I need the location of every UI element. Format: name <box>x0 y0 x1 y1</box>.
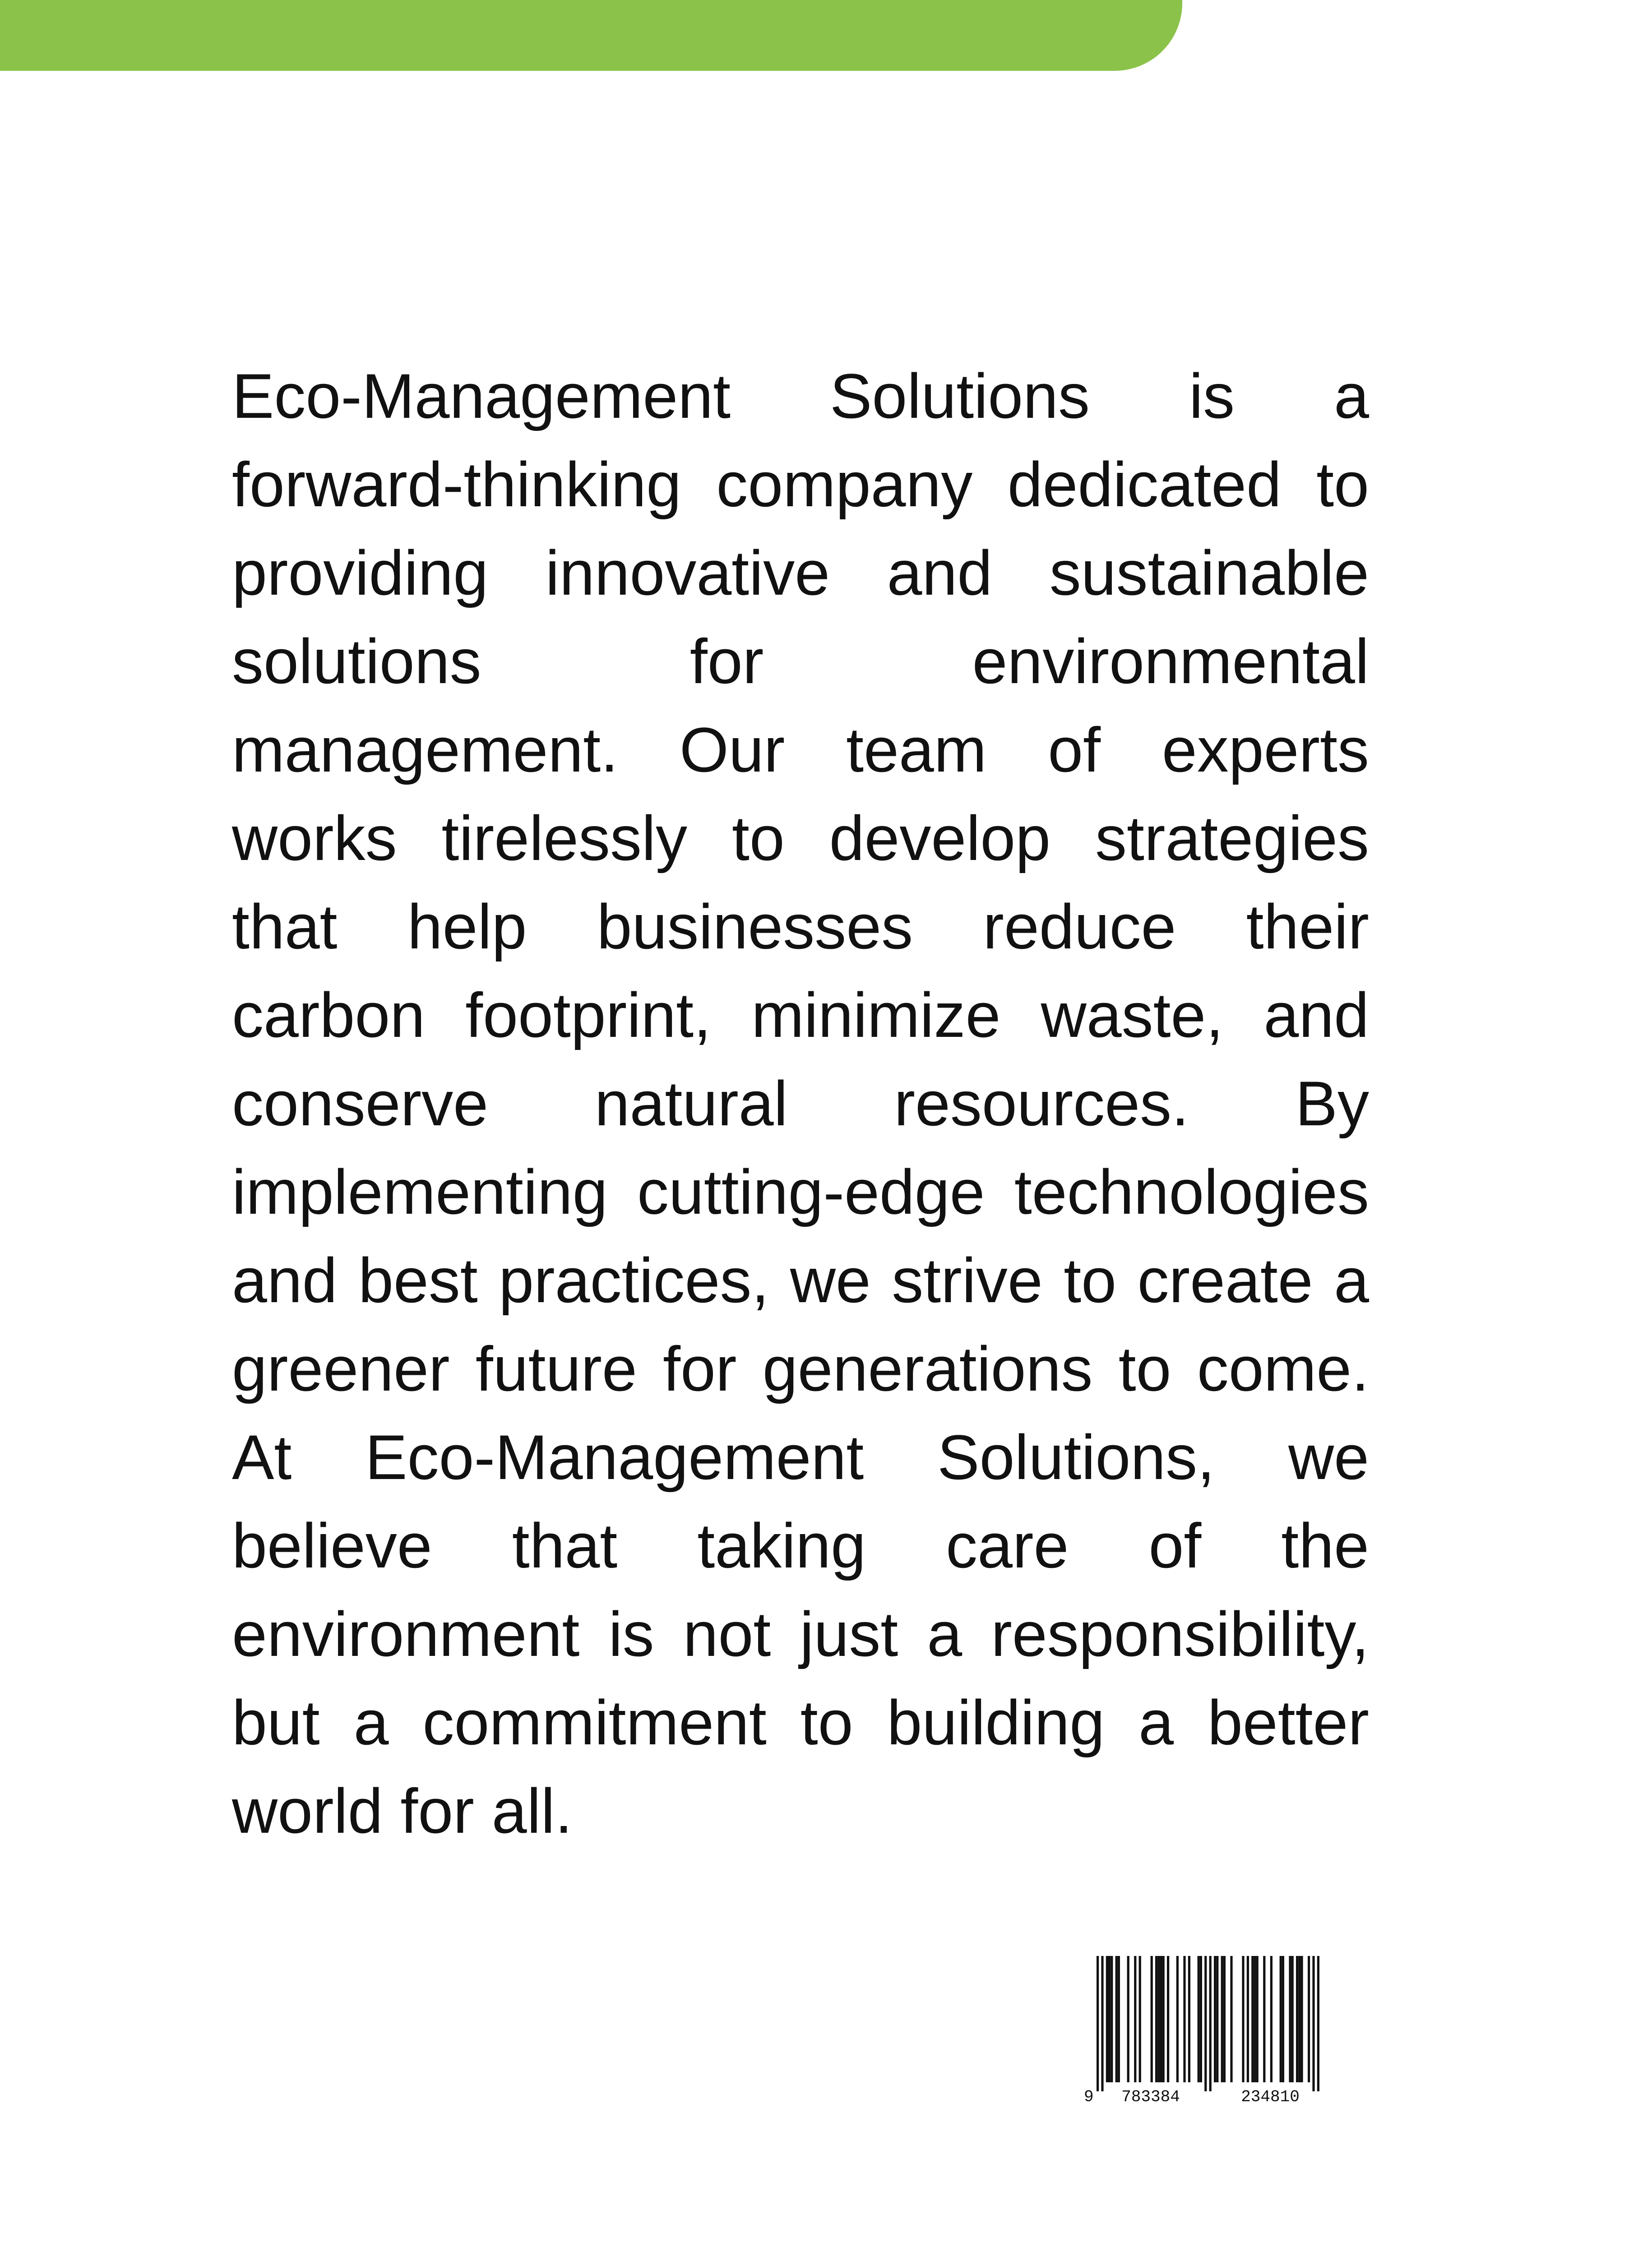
barcode-bar <box>1223 1956 1226 2082</box>
barcode-bar <box>1097 1956 1099 2091</box>
barcode-bar <box>1134 1956 1136 2082</box>
barcode-bar <box>1176 1956 1179 2082</box>
barcode-bar <box>1312 1956 1314 2091</box>
barcode-bar <box>1291 1956 1294 2082</box>
barcode-bar <box>1296 1956 1298 2082</box>
barcode-bar <box>1127 1956 1129 2082</box>
barcode-bar <box>1167 1956 1169 2082</box>
barcode-bar <box>1270 1956 1273 2082</box>
barcode-bar <box>1221 1956 1223 2082</box>
barcode-bar <box>1242 1956 1244 2082</box>
barcode-bar <box>1209 1956 1212 2091</box>
isbn-barcode <box>1083 1956 1345 2105</box>
barcode-bars <box>1097 1956 1319 2091</box>
barcode-bar <box>1157 1956 1160 2082</box>
barcode-bar <box>1115 1956 1118 2082</box>
barcode-bar <box>1162 1956 1165 2082</box>
barcode-bar <box>1183 1956 1185 2082</box>
barcode-bar <box>1155 1956 1157 2082</box>
barcode-bar <box>1263 1956 1265 2082</box>
barcode-bar <box>1230 1956 1232 2082</box>
barcode-bar <box>1251 1956 1254 2082</box>
barcode-bar <box>1139 1956 1141 2082</box>
barcode-bar <box>1254 1956 1256 2082</box>
barcode-bar <box>1317 1956 1319 2091</box>
barcode-bar <box>1308 1956 1310 2082</box>
barcode-bar <box>1289 1956 1291 2082</box>
barcode-bar <box>1256 1956 1259 2082</box>
barcode-right-digits: 234810 <box>1241 2088 1300 2105</box>
barcode-bar <box>1108 1956 1111 2082</box>
barcode-lead-digit: 9 <box>1084 2088 1094 2105</box>
green-accent-bar <box>0 0 1182 71</box>
barcode-bar <box>1188 1956 1190 2082</box>
barcode-bar <box>1198 1956 1200 2082</box>
barcode-bar <box>1160 1956 1162 2082</box>
barcode-bar <box>1214 1956 1216 2082</box>
barcode-bar <box>1118 1956 1120 2082</box>
barcode-bar <box>1101 1956 1103 2091</box>
description-text: Eco-Management Solutions is a forward-thinking company dedicated to providing innovative and sustainable solutions for environmental management. Our team of experts works tirelessly to develop strategies that help businesses reduce their carbon footprint, minimize waste, and conserve natural resources. By implementing cutting-edge technologies and best practices, we strive to create a greener future for generations to come. At Eco-Management Solutions, we believe that taking care of the environment is not just a responsibility, but a commitment to building a better world for all. <box>232 361 1369 1846</box>
barcode-bar <box>1111 1956 1113 2082</box>
barcode-bar <box>1106 1956 1108 2082</box>
barcode-bar <box>1280 1956 1282 2082</box>
barcode-bar <box>1282 1956 1284 2082</box>
barcode-bar <box>1200 1956 1202 2082</box>
barcode-left-digits: 783384 <box>1121 2088 1180 2105</box>
barcode-bar <box>1216 1956 1218 2082</box>
barcode-bar <box>1298 1956 1300 2082</box>
barcode-bar <box>1204 1956 1207 2091</box>
barcode-bar <box>1151 1956 1153 2082</box>
barcode-bar <box>1247 1956 1249 2082</box>
barcode-bar <box>1300 1956 1303 2082</box>
